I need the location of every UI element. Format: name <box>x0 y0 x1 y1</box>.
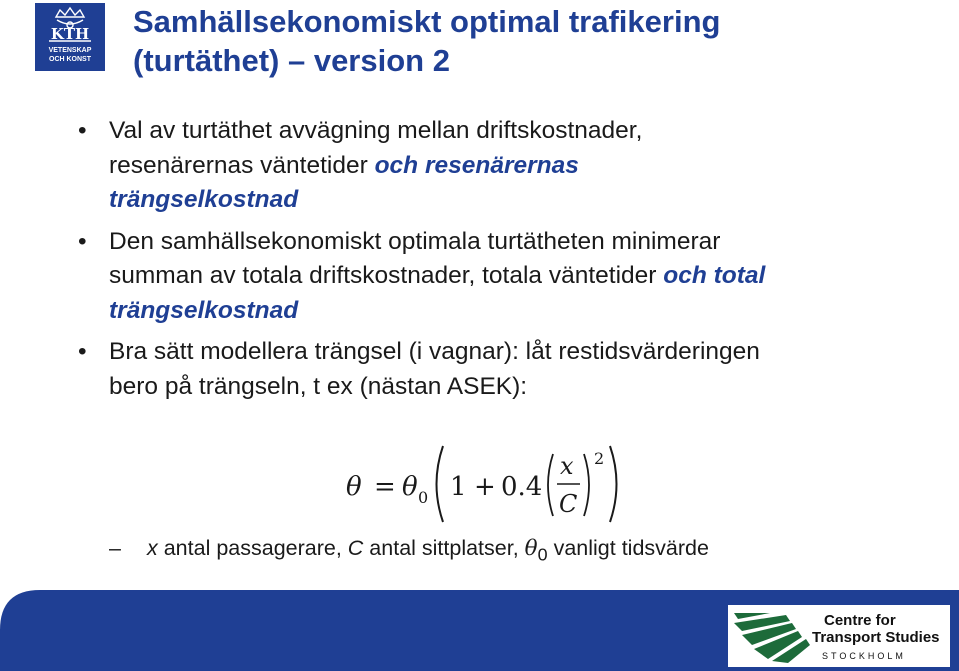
bullet-item <box>78 225 938 329</box>
bullet-emphasis: trängselkostnad <box>109 186 299 213</box>
bullet-dot-icon: • <box>78 227 87 255</box>
formula-inner-right-paren <box>584 454 589 516</box>
note-text: antal sittplatser, <box>363 536 525 560</box>
title-line-1: Samhällsekonomiskt optimal trafikering <box>133 4 721 39</box>
cts-line-3: STOCKHOLM <box>822 651 906 661</box>
note-text: vanligt tidsvärde <box>547 536 709 560</box>
bullet-text: Val av turtäthet avvägning mellan driftskostnader, <box>109 117 643 144</box>
bullet-text: resenärernas väntetider <box>109 151 375 179</box>
bullet-item <box>78 335 938 404</box>
var-theta-subscript: 0 <box>537 544 548 565</box>
kth-wordmark: KTH <box>50 25 90 43</box>
cts-line-2: Transport Studies <box>812 629 940 646</box>
note-text: antal passagerare, <box>157 536 348 560</box>
kth-motto-line1: VETENSKAP <box>48 47 92 54</box>
bullet-item <box>78 114 938 218</box>
bullet-dot-icon: • <box>78 117 87 144</box>
formula-numerator: x <box>560 452 574 480</box>
cts-logo <box>728 605 950 667</box>
bullet-text: bero på trängseln, t ex (nästan ASEK): <box>109 372 528 400</box>
formula-exponent: 2 <box>594 449 605 468</box>
title-line-2: (turtäthet) – version 2 <box>133 43 450 78</box>
formula-left-paren <box>437 446 444 522</box>
var-c: C <box>347 536 364 560</box>
kth-motto-line2: OCH KONST <box>49 56 91 63</box>
variable-definitions <box>109 534 709 568</box>
bullet-emphasis: trängselkostnad <box>109 296 299 324</box>
bullet-emphasis: och resenärernas <box>374 151 579 179</box>
formula-denominator: C <box>559 490 578 518</box>
bullet-emphasis: och total <box>663 262 766 289</box>
bullet-dot-icon: • <box>78 338 87 365</box>
bullet-text: Den samhällsekonomiskt optimala turtätheten minimerar <box>109 227 721 255</box>
kth-logo <box>35 3 105 71</box>
bullet-list <box>78 114 938 411</box>
formula-theta0: θ <box>402 472 418 502</box>
cts-line-1: Centre for <box>824 612 896 629</box>
bullet-text: Bra sätt modellera trängsel (i vagnar): låt restidsvärderingen <box>109 338 760 365</box>
formula-plus: + <box>474 472 496 502</box>
formula-theta: θ <box>346 472 362 502</box>
formula-equals: = <box>374 472 396 502</box>
dash-bullet: – <box>109 536 121 560</box>
formula-one: 1 <box>450 472 467 502</box>
var-x: x <box>147 536 158 560</box>
formula-coefficient: 0.4 <box>501 472 543 502</box>
crowding-formula <box>344 440 644 530</box>
var-theta: θ <box>524 536 538 561</box>
bullet-text: summan av totala driftskostnader, totala väntetider <box>109 262 664 289</box>
kth-crest-icon <box>35 3 105 71</box>
slide-title <box>133 2 720 80</box>
formula-subscript: 0 <box>418 488 429 507</box>
formula-inner-left-paren <box>548 454 553 516</box>
formula-right-paren <box>610 446 617 522</box>
